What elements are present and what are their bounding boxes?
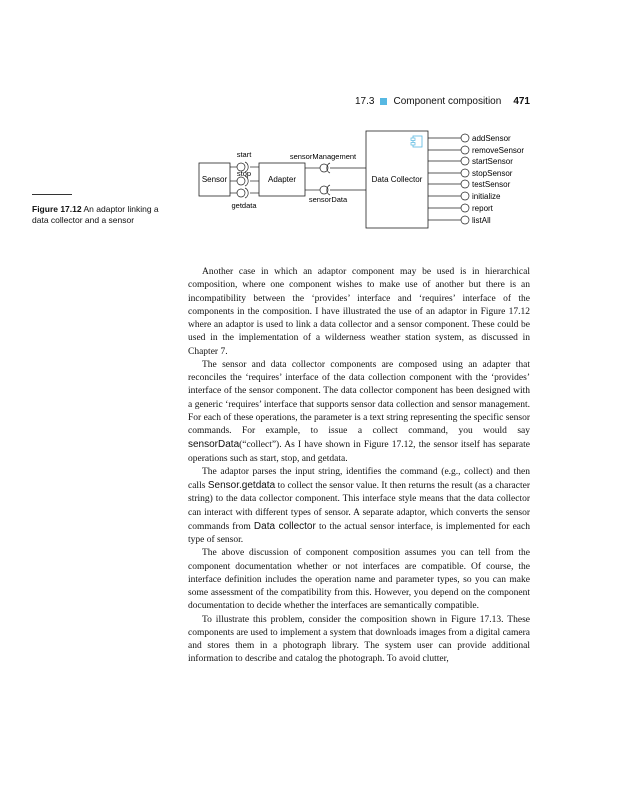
paragraph-5: To illustrate this problem, consider the composition shown in Figure 17.13. These components are used to implement a system that downloads images from a digital camera and stores them in a photograph library. The system user can provide additional information to describe and catalog the photograph. To avoid clutter, <box>188 614 530 665</box>
initialize-label: initialize <box>472 192 501 201</box>
stop-sensor-label: stopSensor <box>472 169 513 178</box>
inline-code: Data collector <box>253 520 316 532</box>
body-text <box>188 266 530 667</box>
inline-code: sensorData <box>188 439 240 451</box>
stop-label: stop <box>236 169 252 178</box>
list-all-label: listAll <box>472 216 491 225</box>
sensor-management-interface <box>305 163 366 173</box>
report-label: report <box>472 204 493 213</box>
remove-sensor-label: removeSensor <box>472 146 525 155</box>
sensor-label: Sensor <box>201 175 228 184</box>
test-sensor-label: testSensor <box>472 180 511 189</box>
figure-number: Figure 17.12 <box>32 204 82 214</box>
start-label: start <box>236 150 252 159</box>
page-number: 471 <box>513 96 530 107</box>
sensor-data-interface <box>305 185 366 195</box>
paragraph-4: The above discussion of component composition assumes you can tell from the component documentation whether or not interfaces are compatible. Of course, the interface definition includes the operation name and parameter types, so you can make some assessment of the compatibility from this. However, you depend on the component documentation to decide whether the interfaces are semantically compatible. <box>188 548 530 612</box>
sensor-management-label: sensorManagement <box>289 152 357 161</box>
figure-caption-text: An adaptor linking a data collector and a sensor <box>32 204 159 225</box>
adapter-label: Adapter <box>267 175 297 184</box>
section-number: 17.3 <box>355 96 375 107</box>
data-collector-label: Data Collector <box>371 175 423 184</box>
paragraph-3: The adaptor parses the input string, identifies the command (e.g., collect) and then calls Sensor.getdata to collect the sensor value. It then returns the result (as a character string) to the data collector component. This interface style means that the data collector can interact with different types of sensor. A separate adaptor, which converts the sensor commands from Data collector to the actual sensor interface, is implemented for each type of sensor. <box>188 466 530 545</box>
inline-code: Sensor.getdata <box>207 480 276 491</box>
section-title: Component composition <box>393 96 502 107</box>
adaptor-diagram <box>0 0 618 260</box>
getdata-interface <box>230 188 259 198</box>
paragraph-2: The sensor and data collector components are composed using an adapter that reconciles the ‘requires’ interface of the data collection component with the ‘provides’ interface of the sensor component. The data collector component has been designed with a generic ‘requires’ interface that supports sensor data collection and sensor management. For each of these operations, the parameter is a text string representing the specific sensor commands. For example, to issue a collect command, you would say sensorData(“collect”). As I have shown in Figure 17.12, the sensor itself has separate operations such as start, stop, and getdata. <box>188 359 530 464</box>
paragraph-1: Another case in which an adaptor component may be used is in hierarchical composition, where one component wishes to make use of another but there is an incompatibility between the ‘provides’ interface and ‘requires’ interface of the components in the composition. I have illustrated the use of an adaptor in Figure 17.12 where an adaptor is used to link a data collector and a sensor component. These could be used in the implementation of a wilderness weather station system, as discussed in Chapter 7. <box>188 267 530 357</box>
getdata-label: getdata <box>231 201 257 210</box>
start-sensor-label: startSensor <box>472 157 513 166</box>
sensor-data-label: sensorData <box>308 195 348 204</box>
add-sensor-label: addSensor <box>472 134 511 143</box>
collector-interfaces <box>428 134 469 224</box>
